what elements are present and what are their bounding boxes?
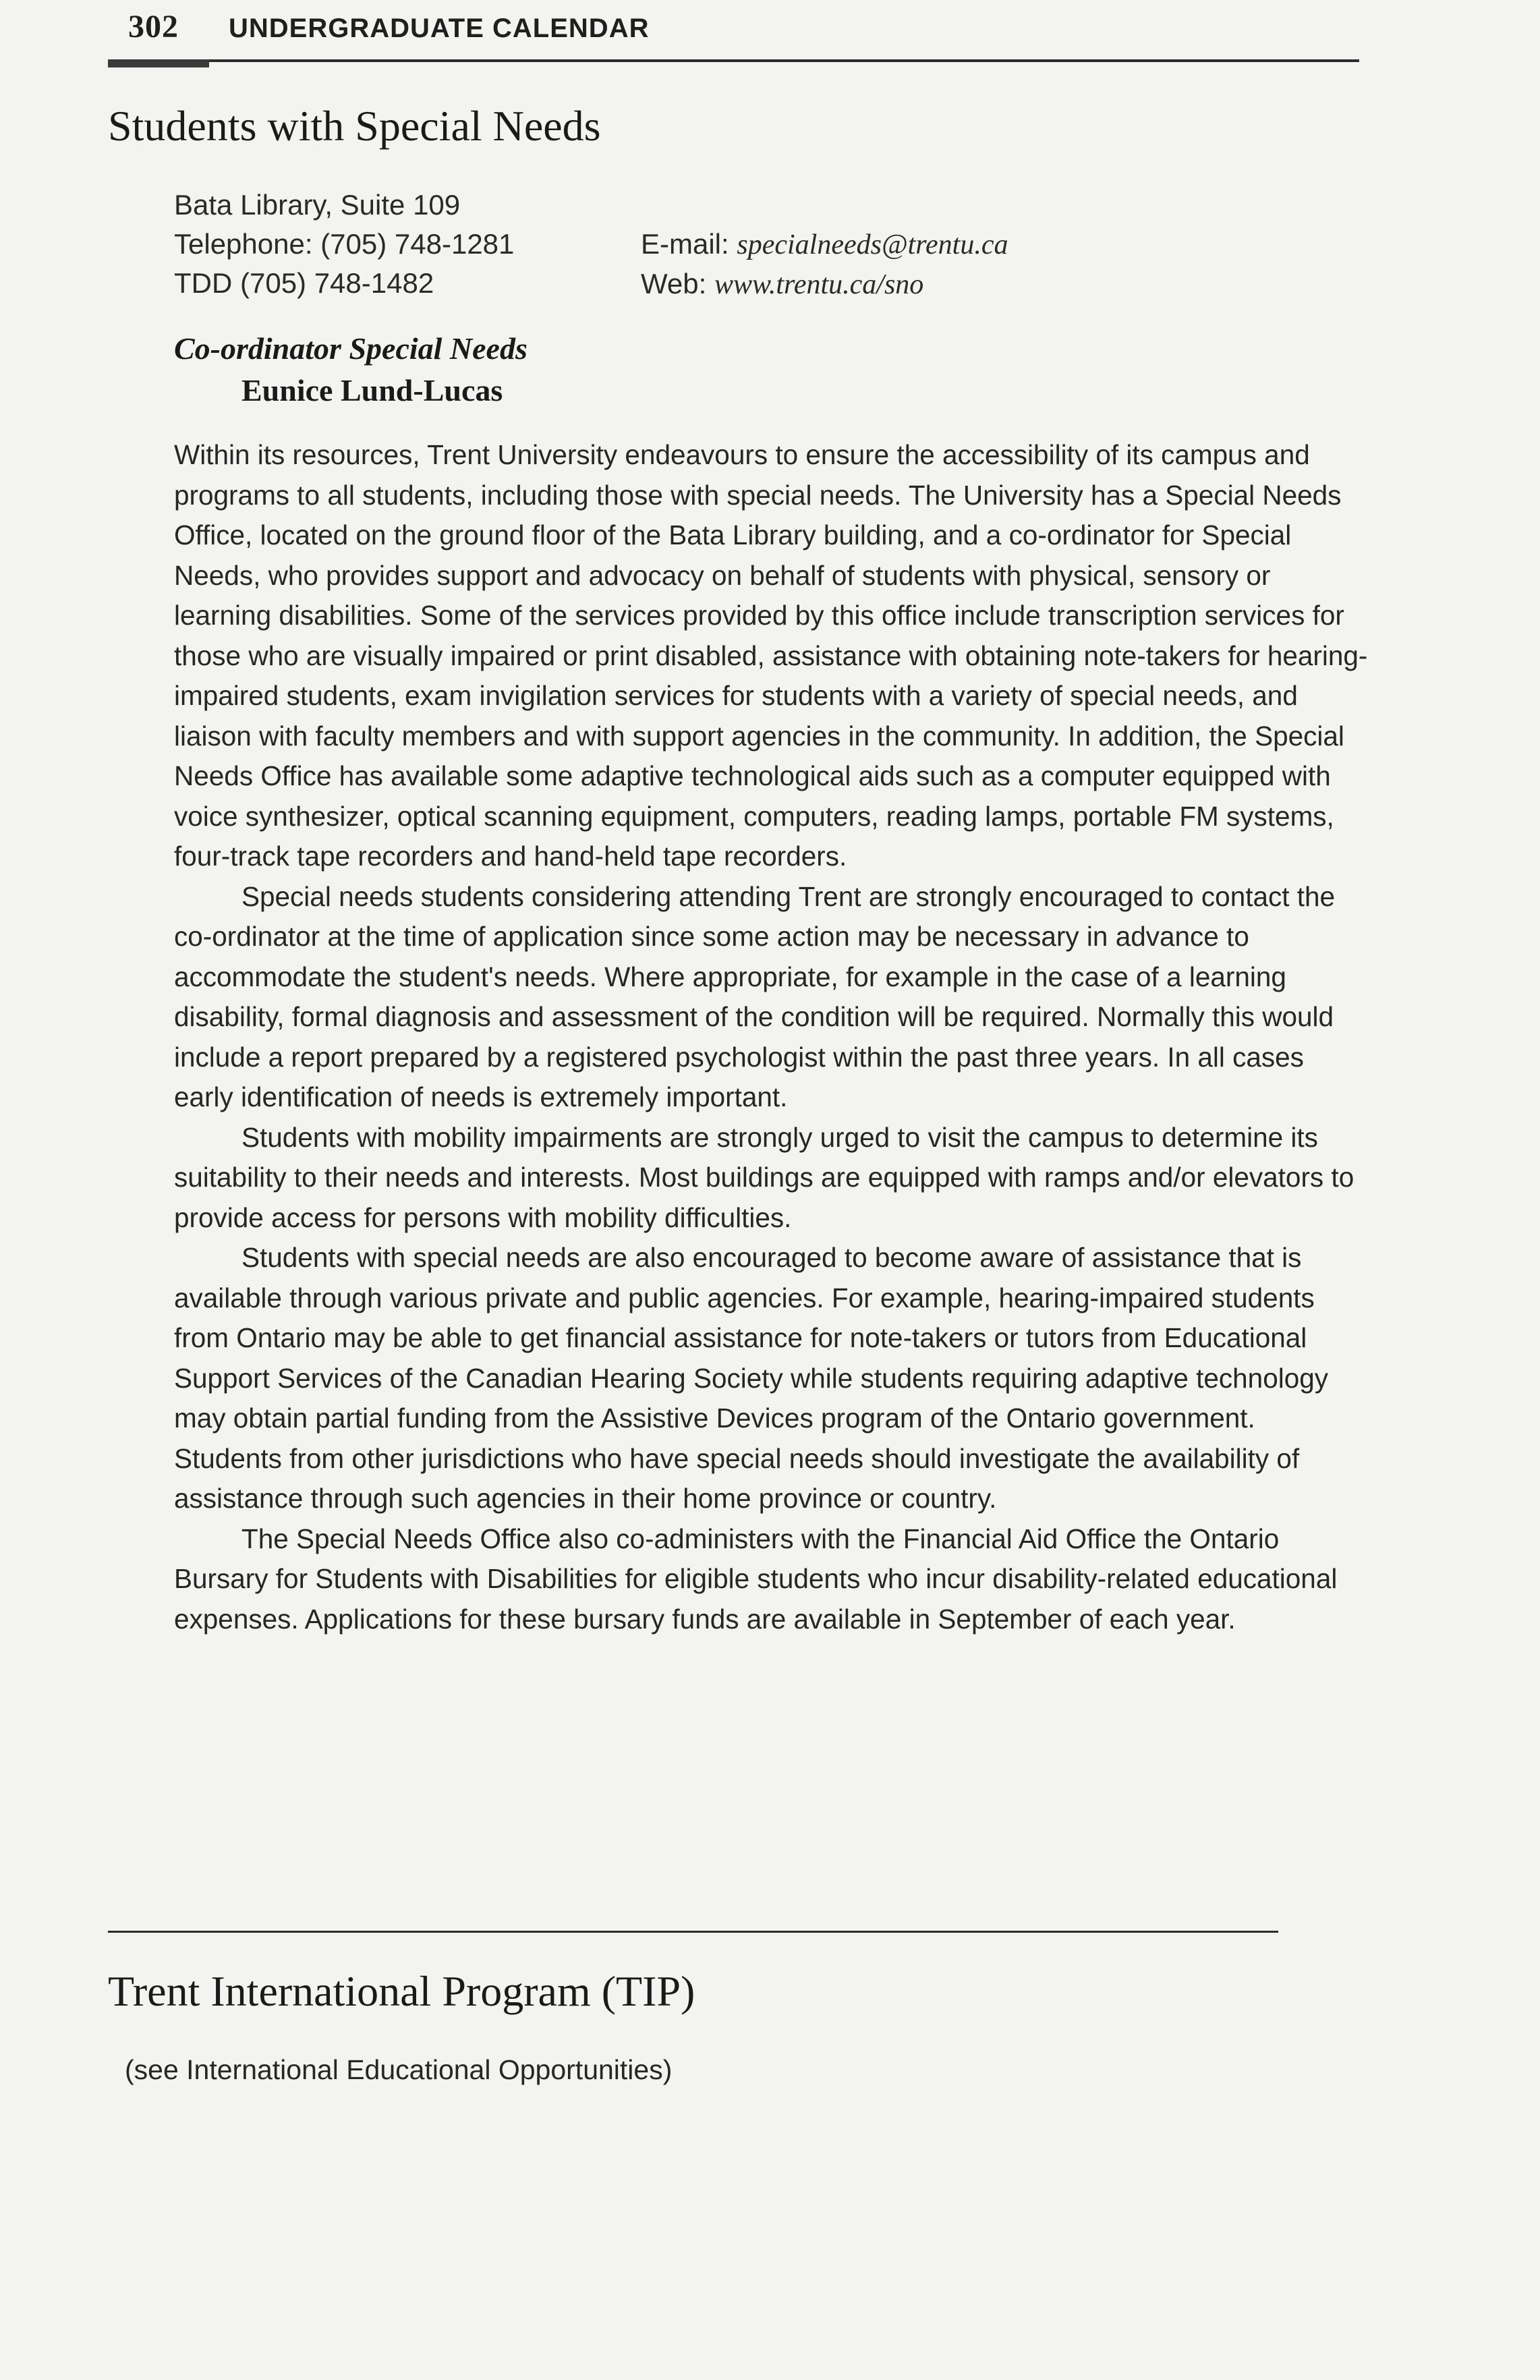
section-title-tip: Trent International Program (TIP) xyxy=(108,1967,695,2015)
coordinator-name: Eunice Lund-Lucas xyxy=(241,373,503,407)
coordinator-role: Co-ordinator Special Needs xyxy=(174,331,527,366)
web-address: www.trentu.ca/sno xyxy=(714,269,924,300)
header-rule-mark xyxy=(108,59,209,67)
contact-block-right xyxy=(641,225,1008,304)
header-rule xyxy=(108,59,1359,62)
contact-block-left xyxy=(174,186,514,303)
email-label: E-mail: xyxy=(641,228,737,260)
office-location: Bata Library, Suite 109 xyxy=(174,189,461,221)
paragraph: Students with mobility impairments are strongly urged to visit the campus to determine its suitability to their needs and interests. Most buildings are equipped with ramps and/or elevators to provide access for persons with mobility difficulties. xyxy=(174,1121,1354,1233)
page-number: 302 xyxy=(128,9,179,45)
running-title: UNDERGRADUATE CALENDAR xyxy=(229,13,650,43)
tdd-number: TDD (705) 748-1482 xyxy=(174,267,434,299)
body-text xyxy=(174,435,1368,1639)
section-divider xyxy=(108,1931,1278,1933)
web-label: Web: xyxy=(641,268,714,300)
email-address: specialneeds@trentu.ca xyxy=(737,229,1008,260)
paragraph: Students with special needs are also encouraged to become aware of assistance that is available through various private and public agencies. For example, hearing-impaired students from Ontario may be able to get financial assistance for note-takers or tutors from Educational Support Services of the Canadian Hearing Society while students requiring adaptive technology may obtain partial funding from the Assistive Devices program of the Ontario government. Students from other jurisdictions who have special needs should investigate the availability of assistance through such agencies in their home province or country. xyxy=(174,1242,1329,1514)
paragraph: Special needs students considering attending Trent are strongly encouraged to contact the co-ordinator at the time of application since some action may be necessary in advance to accommodate the student's needs. Where appropriate, for example in the case of a learning disability, formal diagnosis and assessment of the condition will be required. Normally this would include a report prepared by a registered psychologist within the past three years. In all cases early identification of needs is extremely important. xyxy=(174,880,1336,1112)
paragraph: Within its resources, Trent University endeavours to ensure the accessibility of its campus and programs to all students, including those with special needs. The University has a Special Needs Office, located on the ground floor of the Bata Library building, and a co-ordinator for Special Needs, who provides support and advocacy on behalf of students with physical, sensory or learning disabilities. Some of the services provided by this office include transcription services for those who are visually impaired or print disabled, assistance with obtaining note-takers for hearing-impaired students, exam invigilation services for students with a variety of special needs, and liaison with faculty members and with support agencies in the community. In addition, the Special Needs Office has available some adaptive technological aids such as a computer equipped with voice synthesizer, optical scanning equipment, computers, reading lamps, portable FM systems, four-track tape recorders and hand-held tape recorders. xyxy=(174,439,1368,872)
web-line xyxy=(641,264,1008,304)
paragraph: The Special Needs Office also co-administers with the Financial Aid Office the Ontario Bursary for Students with Disabilities for eligible students who incur disability-related educational expenses. Applications for these bursary funds are available in September of each year. xyxy=(174,1523,1338,1635)
telephone-number: Telephone: (705) 748-1281 xyxy=(174,228,515,260)
running-header xyxy=(128,8,649,55)
see-also-note: (see International Educational Opportunities) xyxy=(125,2054,673,2085)
email-line xyxy=(641,225,1008,264)
section-title-special-needs: Students with Special Needs xyxy=(108,102,601,150)
